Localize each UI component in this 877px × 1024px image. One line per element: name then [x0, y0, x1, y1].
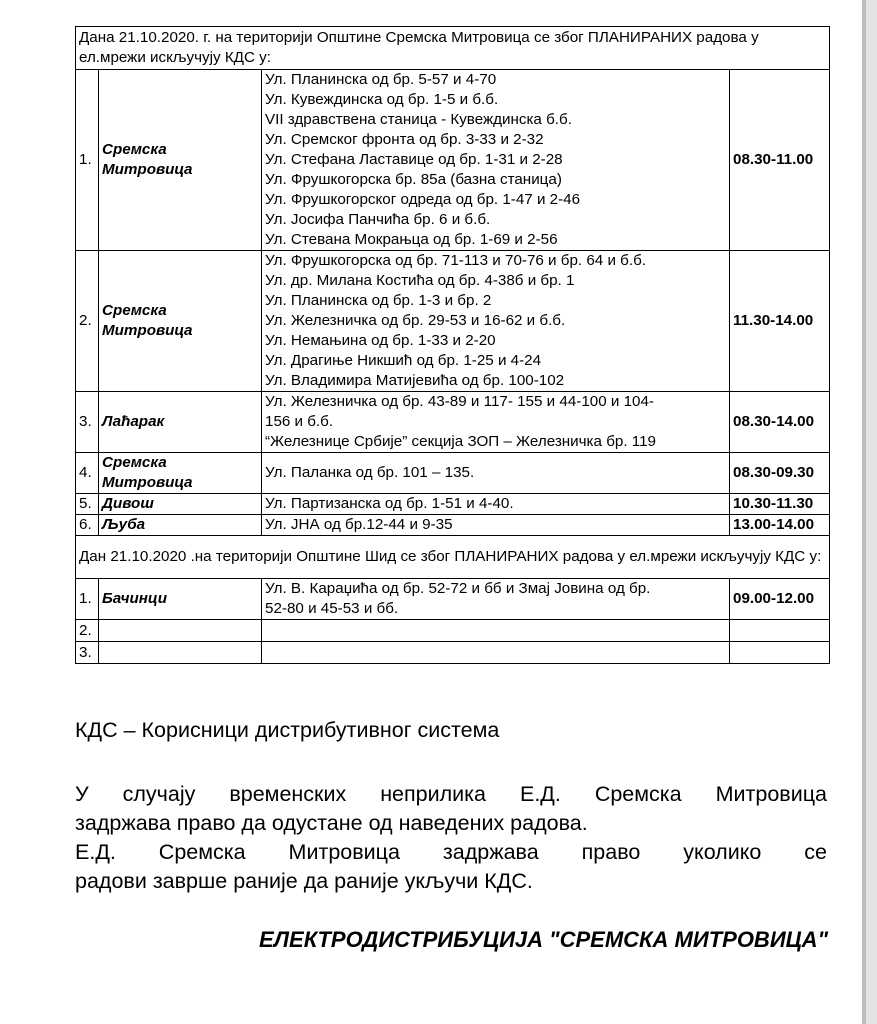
- street-line: Ул. Планинска од бр. 5-57 и 4-70: [265, 71, 497, 88]
- street-line: Ул. Фрушкогорска бр. 85а (базна станица): [265, 171, 562, 188]
- streets-list: [262, 515, 730, 536]
- street-line: Ул. Партизанска од бр. 1-51 и 4-40.: [265, 495, 514, 512]
- schedule-row: [76, 579, 830, 620]
- place-name: Лаћарак: [99, 392, 262, 453]
- place-name: Дивош: [99, 494, 262, 515]
- section-header-row: [76, 536, 830, 579]
- row-number: 5.: [76, 494, 99, 515]
- street-line: Ул. Стефана Ластавице од бр. 1-31 и 2-28: [265, 151, 563, 168]
- street-line: Ул. Кувеждинска од бр. 1-5 и б.б.: [265, 91, 499, 108]
- section-header-row: [76, 27, 830, 70]
- street-line: Ул. Немањина од бр. 1-33 и 2-20: [265, 332, 496, 349]
- notice-line: Е.Д. Сремска Митровица задржава право уколико се: [75, 840, 827, 864]
- street-line: Ул. Железничка од бр. 43-89 и 117- 155 и 44-100 и 104-: [265, 393, 654, 410]
- schedule-row: [76, 494, 830, 515]
- schedule-row: [76, 70, 830, 251]
- place-name: Љуба: [99, 515, 262, 536]
- row-number: 3.: [76, 392, 99, 453]
- place-name: [99, 620, 262, 642]
- street-line: VII здравствена станица - Кувеждинска б.б.: [265, 111, 572, 128]
- street-line: Ул. др. Милана Костића од бр. 4-38б и бр. 1: [265, 272, 575, 289]
- row-number: 6.: [76, 515, 99, 536]
- schedule-row: [76, 620, 830, 642]
- street-line: Ул. ЈНА од бр.12-44 и 9-35: [265, 516, 453, 533]
- row-number: 2.: [76, 251, 99, 392]
- street-line: Ул. Стевана Мокрањца од бр. 1-69 и 2-56: [265, 231, 558, 248]
- schedule-row: [76, 392, 830, 453]
- street-line: Ул. Јосифа Панчића бр. 6 и б.б.: [265, 211, 491, 228]
- street-line: Ул. Фрушкогорска од бр. 71-113 и 70-76 и бр. 64 и б.б.: [265, 252, 646, 269]
- streets-list: [262, 453, 730, 494]
- time-window: [730, 620, 830, 642]
- row-number: 4.: [76, 453, 99, 494]
- streets-list: [262, 620, 730, 642]
- time-window: 08.30-14.00: [730, 392, 830, 453]
- streets-list: [262, 494, 730, 515]
- place-name: [99, 642, 262, 664]
- street-line: 52-80 и 45-53 и бб.: [265, 600, 399, 617]
- street-line: Ул. Железничка од бр. 29-53 и 16-62 и б.б.: [265, 312, 566, 329]
- street-line: Ул. Драгиње Никшић од бр. 1-25 и 4-24: [265, 352, 542, 369]
- street-line: Ул. Владимира Матијевића од бр. 100-102: [265, 372, 565, 389]
- notice-line: радови заврше раније да раније укључи КДС.: [75, 869, 533, 893]
- street-line: Ул. Фрушкогорског одреда од бр. 1-47 и 2-46: [265, 191, 581, 208]
- schedule-row: [76, 453, 830, 494]
- row-number: 3.: [76, 642, 99, 664]
- streets-list: [262, 642, 730, 664]
- time-window: [730, 642, 830, 664]
- schedule-row: [76, 251, 830, 392]
- time-window: 13.00-14.00: [730, 515, 830, 536]
- company-signature: ЕЛЕКТРОДИСТРИБУЦИЈА "СРЕМСКА МИТРОВИЦА": [258, 927, 828, 952]
- time-window: 09.00-12.00: [730, 579, 830, 620]
- row-number: 1.: [76, 70, 99, 251]
- notice-line: У случају временских неприлика Е.Д. Сремска Митровица: [75, 782, 827, 806]
- place-name: Сремска Митровица: [99, 70, 262, 251]
- scrollbar-thumb[interactable]: [862, 0, 866, 1024]
- place-name: Сремска Митровица: [99, 251, 262, 392]
- place-name: Сремска Митровица: [99, 453, 262, 494]
- row-number: 2.: [76, 620, 99, 642]
- section-header-sremska-mitrovica: Дана 21.10.2020. г. на територији Општине Сремска Митровица се због ПЛАНИРАНИХ радова у ел.мрежи искључују КДС у:: [76, 27, 830, 70]
- street-line: Ул. Паланка од бр. 101 – 135.: [265, 464, 475, 481]
- street-line: Ул. Планинска од бр. 1-3 и бр. 2: [265, 292, 492, 309]
- street-line: Ул. В. Караџића од бр. 52-72 и бб и Змај Јовина од бр.: [265, 580, 651, 597]
- street-line: Ул. Сремског фронта од бр. 3-33 и 2-32: [265, 131, 544, 148]
- time-window: 08.30-11.00: [730, 70, 830, 251]
- time-window: 10.30-11.30: [730, 494, 830, 515]
- outage-schedule-table: [75, 26, 830, 664]
- abbreviation-legend: КДС – Корисници дистрибутивног система: [75, 718, 500, 742]
- section-header-sid: Дан 21.10.2020 .на територији Општине Шид се због ПЛАНИРАНИХ радова у ел.мрежи искључују КДС у:: [76, 536, 830, 579]
- time-window: 08.30-09.30: [730, 453, 830, 494]
- time-window: 11.30-14.00: [730, 251, 830, 392]
- schedule-row: [76, 515, 830, 536]
- streets-list: [262, 392, 730, 453]
- streets-list: [262, 70, 730, 251]
- schedule-row: [76, 642, 830, 664]
- notice-line: задржава право да одустане од наведених радова.: [75, 811, 588, 835]
- place-name: Бачинци: [99, 579, 262, 620]
- street-line: “Железнице Србије” секција ЗОП – Железничка бр. 119: [265, 433, 657, 450]
- streets-list: [262, 579, 730, 620]
- streets-list: [262, 251, 730, 392]
- row-number: 1.: [76, 579, 99, 620]
- weather-notice: [75, 780, 827, 896]
- street-line: 156 и б.б.: [265, 413, 334, 430]
